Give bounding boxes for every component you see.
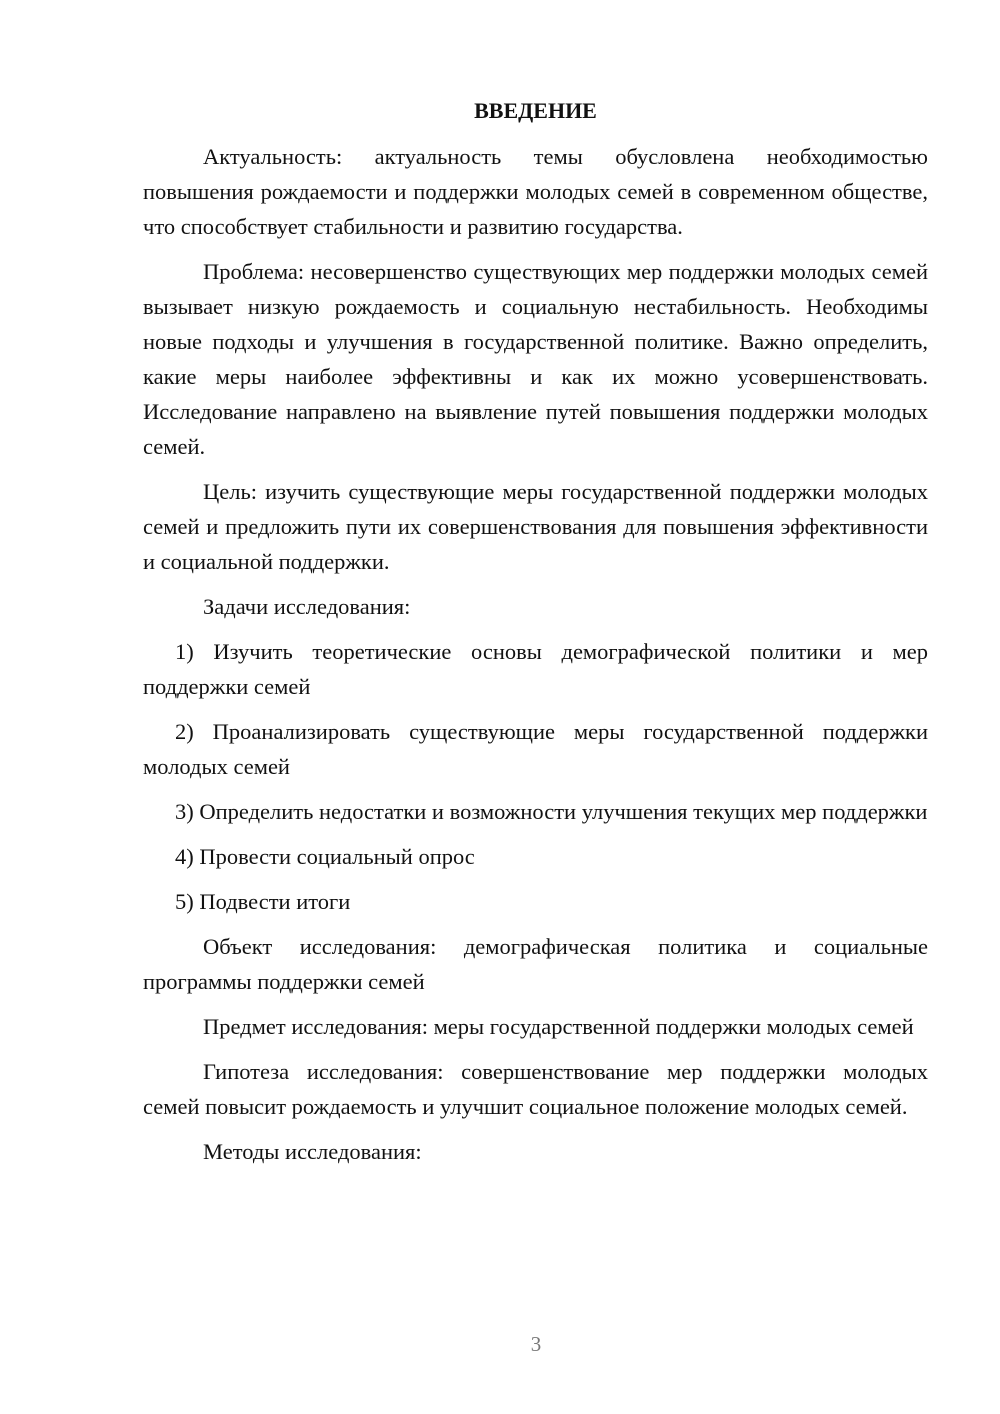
tasks-heading: Задачи исследования: — [203, 594, 411, 619]
document-body — [143, 93, 928, 1179]
tasks-list — [143, 634, 928, 919]
hypothesis-paragraph: Гипотеза исследования: совершенствование мер поддержки молодых семей повысит рождаемость и улучшит социальное положение молодых семей. — [143, 1059, 928, 1119]
subject-paragraph: Предмет исследования: меры государственной поддержки молодых семей — [203, 1014, 914, 1039]
task-item: 2) Проанализировать существующие меры государственной поддержки молодых семей — [143, 719, 928, 779]
task-item: 3) Определить недостатки и возможности улучшения текущих мер поддержки — [175, 799, 928, 824]
page-title: ВВЕДЕНИЕ — [474, 98, 597, 123]
task-item: 1) Изучить теоретические основы демографической политики и мер поддержки семей — [143, 639, 928, 699]
goal-paragraph: Цель: изучить существующие меры государственной поддержки молодых семей и предложить пути их совершенствования для повышения эффективности и социальной поддержки. — [143, 479, 928, 574]
object-paragraph: Объект исследования: демографическая политика и социальные программы поддержки семей — [143, 934, 928, 994]
task-item: 5) Подвести итоги — [175, 889, 351, 914]
relevance-paragraph: Актуальность: актуальность темы обусловлена необходимостью повышения рождаемости и поддержки молодых семей в современном обществе, что способствует стабильности и развитию государства. — [143, 144, 928, 239]
methods-heading: Методы исследования: — [203, 1139, 422, 1164]
task-item: 4) Провести социальный опрос — [175, 844, 475, 869]
problem-paragraph: Проблема: несовершенство существующих мер поддержки молодых семей вызывает низкую рождаемость и социальную нестабильность. Необходимы новые подходы и улучшения в государственной политике. Важно определить, какие меры наиболее эффективны и как их можно усовершенствовать. Исследование направлено на выявление путей повышения поддержки молодых семей. — [143, 259, 928, 459]
page-number: 3 — [530, 1332, 542, 1356]
